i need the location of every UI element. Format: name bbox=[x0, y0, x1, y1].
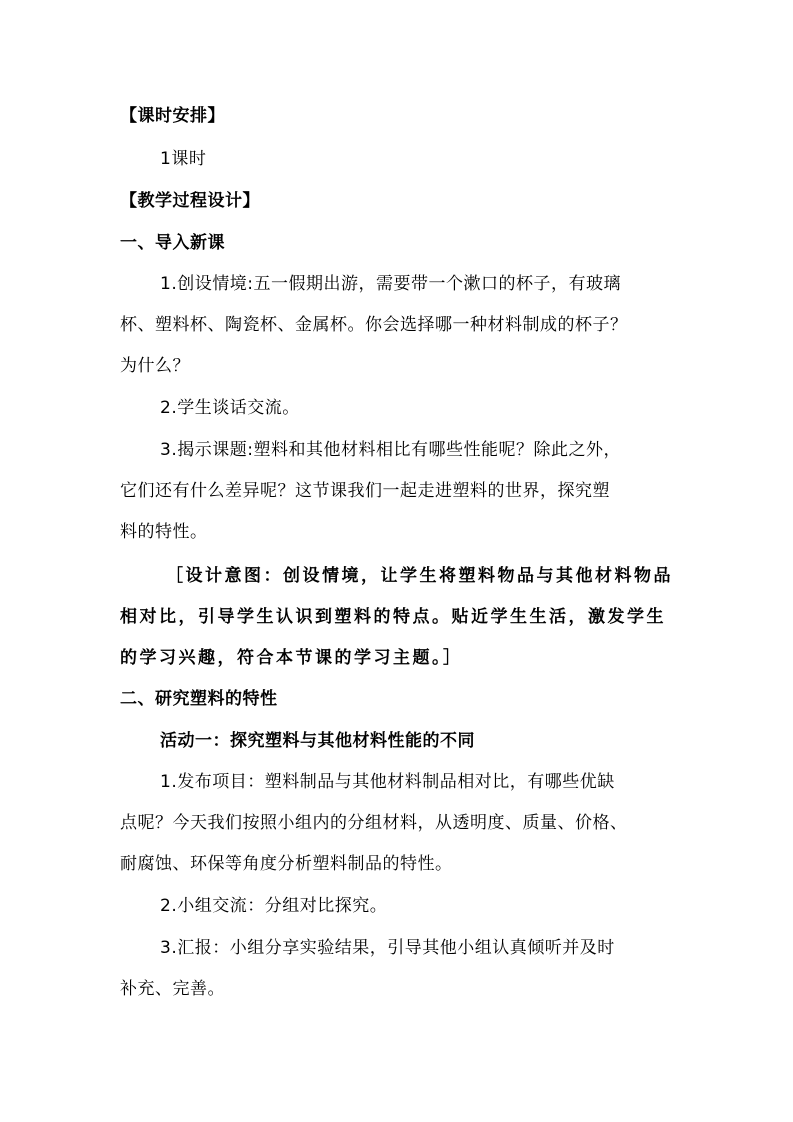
paragraph-line: 为什么？ bbox=[120, 356, 190, 376]
paragraph-line: 补充、完善。 bbox=[120, 979, 225, 999]
paragraph-line: 2.小组交流：分组对比探究。 bbox=[160, 896, 388, 916]
paragraph-line: 2.学生谈话交流。 bbox=[160, 398, 300, 418]
design-intent-line: 的学习兴趣，符合本节课的学习主题。］ bbox=[120, 648, 463, 668]
section-heading-schedule: 【课时安排】 bbox=[120, 106, 225, 126]
paragraph-line: 它们还有什么差异呢？这节课我们一起走进塑料的世界，探究塑 bbox=[120, 481, 610, 501]
paragraph-line: 点呢？今天我们按照小组内的分组材料，从透明度、质量、价格、 bbox=[120, 813, 628, 833]
paragraph-line: 料的特性。 bbox=[120, 522, 208, 542]
paragraph-line: 耐腐蚀、环保等角度分析塑料制品的特性。 bbox=[120, 854, 453, 874]
section-heading-process: 【教学过程设计】 bbox=[120, 191, 260, 211]
activity-one-title: 活动一：探究塑料与其他材料性能的不同 bbox=[160, 731, 475, 751]
paragraph-line: 3.揭示课题:塑料和其他材料相比有哪些性能呢？除此之外， bbox=[160, 440, 621, 460]
paragraph-line: 3.汇报：小组分享实验结果，引导其他小组认真倾听并及时 bbox=[160, 938, 615, 958]
design-intent-line: ［设计意图：创设情境，让学生将塑料物品与其他材料物品 bbox=[166, 566, 673, 586]
paragraph-line: 杯、塑料杯、陶瓷杯、金属杯。你会选择哪一种材料制成的杯子？ bbox=[120, 315, 628, 335]
part-one-title: 一、导入新课 bbox=[120, 233, 225, 253]
part-two-title: 二、研究塑料的特性 bbox=[120, 689, 278, 709]
paragraph-line: 1.创设情境:五一假期出游，需要带一个漱口的杯子，有玻璃 bbox=[160, 274, 621, 294]
paragraph-line: 1.发布项目：塑料制品与其他材料制品相对比，有哪些优缺 bbox=[160, 772, 615, 792]
design-intent-line: 相对比，引导学生认识到塑料的特点。贴近学生生活，激发学生 bbox=[120, 607, 666, 627]
schedule-text: 1课时 bbox=[160, 149, 207, 169]
